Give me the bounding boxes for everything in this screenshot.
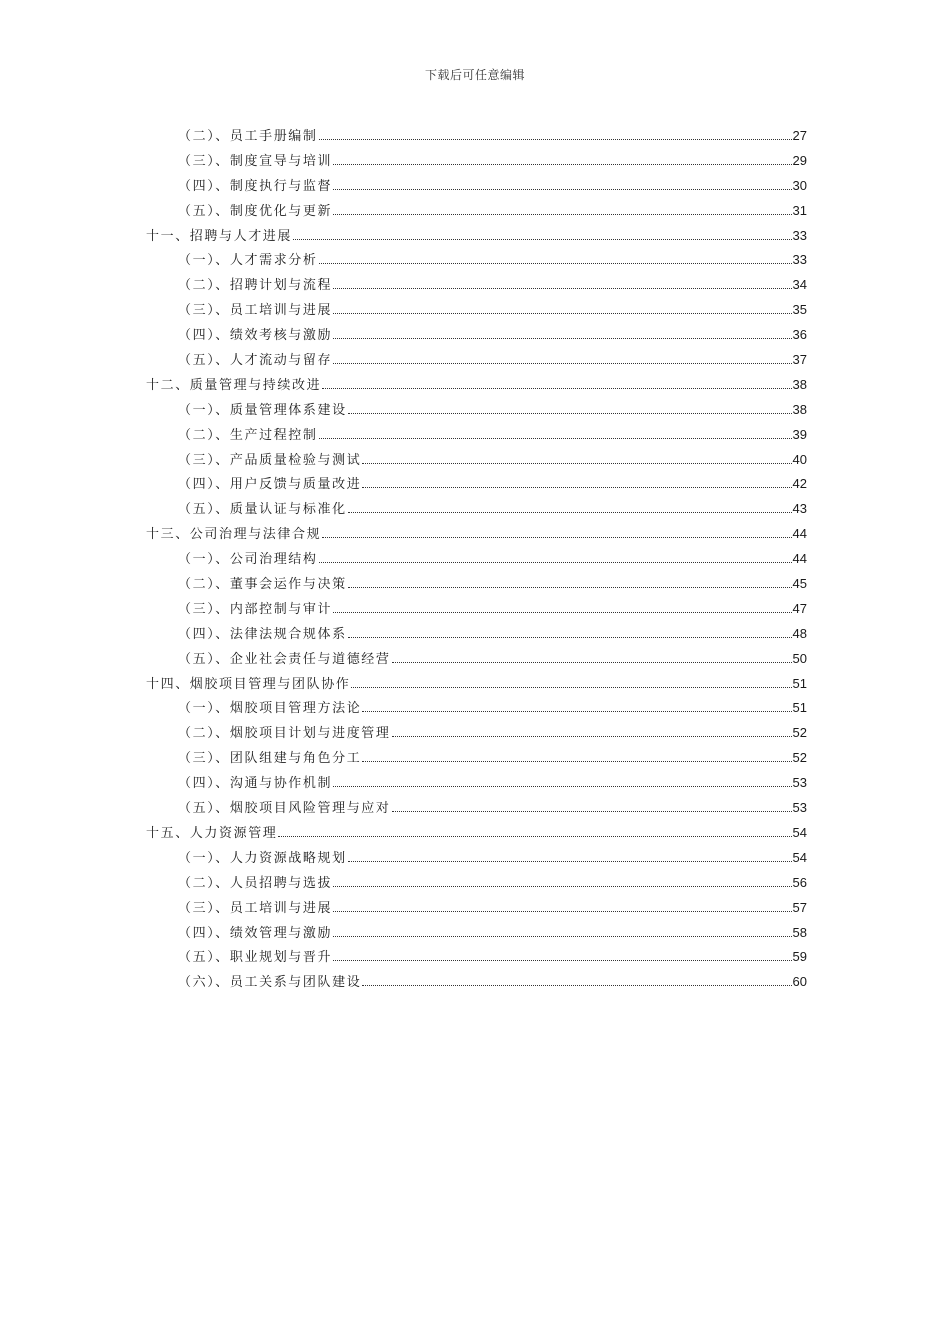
toc-dot-leader [293,239,792,240]
toc-dot-leader [348,861,792,862]
toc-page-number: 45 [792,576,807,592]
toc-entry-label: （二）、员工手册编制 [178,129,318,144]
toc-page-number: 60 [792,974,807,990]
toc-entry-label: （五）、制度优化与更新 [178,203,333,219]
toc-page-number: 36 [792,327,807,343]
toc-section-entry[interactable] [146,772,807,797]
toc-entry-label: （五）、职业规划与晋升 [178,950,333,966]
toc-page-number: 59 [792,949,807,965]
toc-section-entry[interactable] [146,548,807,573]
toc-entry-label: 十一、招聘与人才进展 [146,228,293,244]
toc-dot-leader [333,911,791,912]
toc-section-entry[interactable] [146,200,807,225]
toc-section-entry[interactable] [146,249,807,274]
toc-dot-leader [333,960,791,961]
toc-dot-leader [351,687,791,688]
toc-section-entry[interactable] [146,150,807,175]
toc-page-number: 44 [792,551,807,567]
toc-dot-leader [333,338,791,339]
toc-page-number: 50 [792,650,807,666]
toc-dot-leader [333,612,791,613]
toc-section-entry[interactable] [146,797,807,822]
toc-page-number: 33 [792,227,807,243]
toc-page-number: 38 [792,401,807,417]
toc-chapter-entry[interactable] [146,822,807,847]
toc-entry-label: （三）、内部控制与审计 [178,601,333,617]
toc-section-entry[interactable] [146,747,807,772]
toc-dot-leader [348,512,792,513]
toc-entry-label: （三）、团队组建与角色分工 [178,751,362,767]
toc-page-number: 29 [792,152,807,168]
toc-dot-leader [319,139,792,140]
toc-section-entry[interactable] [146,449,807,474]
toc-section-entry[interactable] [146,324,807,349]
toc-page-number: 44 [792,526,807,542]
toc-page-number: 40 [792,451,807,467]
toc-dot-leader [348,413,792,414]
toc-page-number: 48 [792,625,807,641]
toc-page-number: 58 [792,924,807,940]
toc-dot-leader [333,936,791,937]
toc-entry-label: （四）、绩效管理与激励 [178,925,333,941]
toc-dot-leader [362,761,791,762]
toc-dot-leader [319,438,792,439]
toc-dot-leader [322,537,791,538]
toc-page-number: 57 [792,899,807,915]
toc-entry-label: （四）、沟通与协作机制 [178,776,333,792]
toc-dot-leader [362,463,791,464]
toc-entry-label: （一）、公司治理结构 [178,552,318,568]
toc-dot-leader [333,363,791,364]
toc-section-entry[interactable] [146,847,807,872]
toc-section-entry[interactable] [146,349,807,374]
toc-entry-label: （五）、质量认证与标准化 [178,502,347,518]
toc-entry-label: （三）、员工培训与进展 [178,303,333,319]
toc-section-entry[interactable] [146,573,807,598]
toc-entry-label: （二）、人员招聘与选拔 [178,875,333,891]
toc-entry-label: （五）、烟胶项目风险管理与应对 [178,801,391,817]
toc-dot-leader [333,786,791,787]
toc-dot-leader [333,288,791,289]
toc-entry-label: （三）、制度宣导与培训 [178,153,333,169]
toc-section-entry[interactable] [146,274,807,299]
toc-section-entry[interactable] [146,872,807,897]
toc-section-entry[interactable] [146,424,807,449]
toc-page-number: 43 [792,501,807,517]
toc-entry-label: （二）、董事会运作与决策 [178,577,347,593]
toc-entry-label: （四）、法律法规合规体系 [178,626,347,642]
toc-entry-label: （六）、员工关系与团队建设 [178,975,362,991]
toc-entry-label: （二）、生产过程控制 [178,427,318,443]
toc-entry-label: （五）、企业社会责任与道德经营 [178,651,391,667]
toc-chapter-entry[interactable] [146,374,807,399]
toc-page-number: 33 [792,252,807,268]
toc-dot-leader [319,263,792,264]
toc-dot-leader [362,985,791,986]
toc-page-number: 47 [792,600,807,616]
toc-dot-leader [392,736,792,737]
toc-page-number: 53 [792,775,807,791]
toc-entry-label: （三）、员工培训与进展 [178,900,333,916]
toc-page-number: 34 [792,277,807,293]
toc-dot-leader [348,587,792,588]
toc-entry-label: （四）、用户反馈与质量改进 [178,477,362,493]
toc-dot-leader [392,811,792,812]
toc-dot-leader [348,637,792,638]
toc-section-entry[interactable] [146,697,807,722]
toc-page-number: 54 [792,824,807,840]
toc-page-number: 51 [792,700,807,716]
toc-page-number: 52 [792,750,807,766]
toc-section-entry[interactable] [146,125,807,150]
toc-entry-label: （二）、招聘计划与流程 [178,278,333,294]
toc-page-number: 39 [792,426,807,442]
toc-entry-label: （三）、产品质量检验与测试 [178,452,362,468]
toc-page-number: 30 [792,177,807,193]
toc-page-number: 53 [792,800,807,816]
toc-section-entry[interactable] [146,299,807,324]
toc-section-entry[interactable] [146,175,807,200]
toc-section-entry[interactable] [146,473,807,498]
toc-section-entry[interactable] [146,722,807,747]
toc-entry-label: 十五、人力资源管理 [146,825,278,841]
toc-entry-label: （一）、质量管理体系建设 [178,402,347,418]
toc-entry-label: （一）、人才需求分析 [178,253,318,269]
toc-entry-label: （一）、烟胶项目管理方法论 [178,701,362,717]
toc-dot-leader [392,662,792,663]
toc-section-entry[interactable] [146,897,807,922]
toc-dot-leader [333,313,791,314]
toc-page-number: 31 [792,202,807,218]
toc-entry-label: （一）、人力资源战略规划 [178,850,347,866]
table-of-contents [146,125,807,996]
toc-chapter-entry[interactable] [146,673,807,698]
toc-section-entry[interactable] [146,946,807,971]
toc-entry-label: （四）、绩效考核与激励 [178,328,333,344]
toc-dot-leader [333,189,791,190]
toc-chapter-entry[interactable] [146,523,807,548]
toc-section-entry[interactable] [146,598,807,623]
toc-section-entry[interactable] [146,922,807,947]
toc-section-entry[interactable] [146,971,807,996]
toc-page-number: 52 [792,725,807,741]
toc-page-number: 35 [792,302,807,318]
toc-dot-leader [362,487,791,488]
toc-page-number: 42 [792,476,807,492]
toc-page-number: 51 [792,675,807,691]
toc-entry-label: 十四、烟胶项目管理与团队协作 [146,676,351,692]
toc-entry-label: 十二、质量管理与持续改进 [146,377,322,393]
toc-page-number: 56 [792,874,807,890]
toc-chapter-entry[interactable] [146,225,807,250]
toc-section-entry[interactable] [146,498,807,523]
toc-page-number: 54 [792,849,807,865]
toc-entry-label: （二）、烟胶项目计划与进度管理 [178,726,391,742]
page-header: 下载后可任意编辑 [424,68,525,82]
toc-dot-leader [362,711,791,712]
toc-dot-leader [333,214,791,215]
toc-entry-label: （五）、人才流动与留存 [178,353,333,369]
toc-page-number: 37 [792,352,807,368]
toc-entry-label: 十三、公司治理与法律合规 [146,527,322,543]
toc-dot-leader [278,836,791,837]
toc-dot-leader [333,164,791,165]
toc-dot-leader [319,562,792,563]
toc-page-number: 38 [792,376,807,392]
toc-dot-leader [322,388,791,389]
toc-section-entry[interactable] [146,648,807,673]
toc-entry-label: （四）、制度执行与监督 [178,178,333,194]
toc-section-entry[interactable] [146,623,807,648]
toc-section-entry[interactable] [146,399,807,424]
toc-dot-leader [333,886,791,887]
toc-page-number: 27 [792,128,807,143]
